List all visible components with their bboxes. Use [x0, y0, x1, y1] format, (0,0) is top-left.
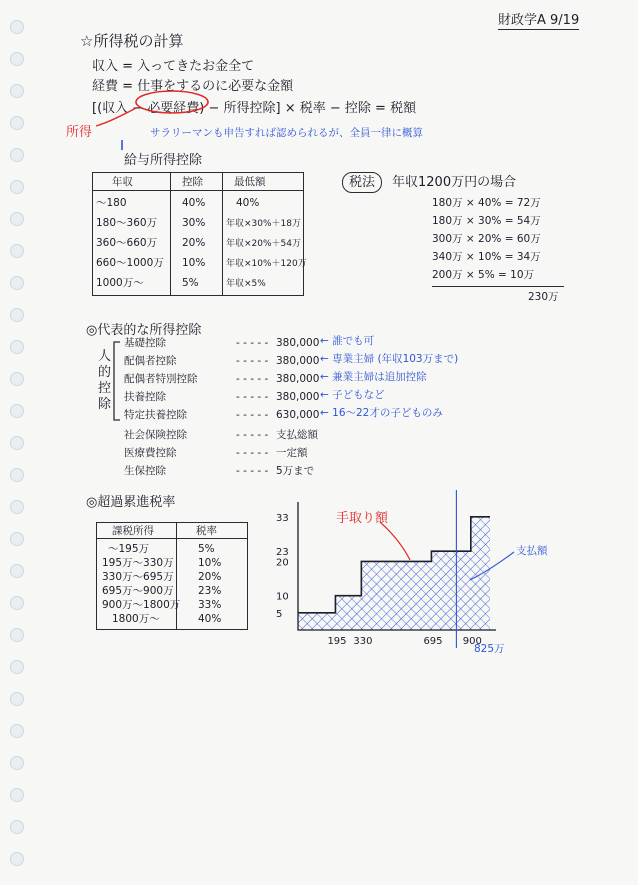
deduction-note: ← 誰でも可 [320, 335, 375, 347]
x-tick-label: 695 [423, 636, 443, 647]
deduction-name: 生保控除 [124, 465, 166, 477]
table-cell: 年収×5% [226, 279, 266, 289]
table-cell: 〜180 [96, 197, 127, 209]
table-cell: 40% [236, 197, 260, 209]
table-cell: 20% [182, 237, 206, 249]
example-title: 年収1200万円の場合 [392, 175, 517, 190]
rate-cell: 23% [198, 585, 222, 597]
rate-cell: 〜195万 [108, 543, 150, 555]
leader-dots: - - - - - [236, 355, 269, 367]
leader-dots: - - - - - [236, 447, 269, 459]
example-line: 300万 × 20% = 60万 [432, 233, 541, 245]
chart-annotation-takehome: 手取り額 [336, 511, 389, 526]
deduction-amount: 5万まで [276, 465, 315, 477]
table-cell: 40% [182, 197, 206, 209]
rate-cell: 5% [198, 543, 215, 555]
table-cell: 5% [182, 277, 199, 289]
x-tick-label: 330 [353, 636, 373, 647]
table-cell: 年収×20%＋54万 [226, 239, 301, 249]
table-cell: 30% [182, 217, 206, 229]
rate-cell: 330万〜695万 [102, 571, 174, 583]
y-tick-label: 5 [276, 608, 283, 620]
y-tick-label: 20 [276, 557, 289, 569]
takehome-arrow [380, 522, 410, 560]
rate-cell: 1800万〜 [112, 613, 160, 625]
table1-header-saiteigaku: 最低額 [234, 176, 266, 188]
section-title-income-tax: ☆所得税の計算 [80, 32, 184, 50]
deduction-amount: 380,000 [276, 373, 320, 385]
section-title-deductions: ◎代表的な所得控除 [86, 323, 202, 338]
deduction-note: ← 16〜22才の子どものみ [320, 407, 443, 419]
deduction-name: 基礎控除 [124, 337, 166, 349]
table1-header-nenshu: 年収 [112, 176, 133, 188]
rate-cell: 40% [198, 613, 222, 625]
income-definition: 収入 = 入ってきたお金全て [92, 59, 255, 74]
deduction-name: 医療費控除 [124, 447, 177, 459]
y-tick-label: 33 [276, 512, 289, 524]
table-cell: 360〜660万 [96, 237, 158, 249]
rate-cell: 695万〜900万 [102, 585, 174, 597]
side-label-char: 除 [98, 397, 112, 412]
deduction-name: 特定扶養控除 [124, 409, 187, 421]
deduction-name: 社会保険控除 [124, 429, 187, 441]
leader-dots: - - - - - [236, 391, 269, 403]
rate-cell: 900万〜1800万 [102, 599, 181, 611]
deduction-amount: 380,000 [276, 355, 320, 367]
table-cell: 1000万〜 [96, 277, 144, 289]
x-tick-label: 900 [462, 636, 482, 647]
chart-annotation-payment: 支払額 [516, 545, 548, 557]
deduction-name: 配偶者控除 [124, 355, 177, 367]
deduction-amount: 630,000 [276, 409, 320, 421]
table-cell: 180〜360万 [96, 217, 158, 229]
table-cell: 年収×10%＋120万 [226, 259, 307, 269]
header-tag: 財政学A 9/19 [498, 13, 580, 28]
deduction-amount: 一定額 [276, 447, 308, 459]
tax-formula: [(収入 − 必要経費) − 所得控除] × 税率 − 控除 = 税額 [92, 101, 417, 116]
table-cell: 年収×30%＋18万 [226, 219, 301, 229]
side-label-char: 的 [98, 365, 112, 380]
example-total: 230万 [528, 291, 559, 303]
deduction-amount: 支払総額 [276, 429, 318, 441]
example-tag: 税法 [342, 172, 382, 193]
kyuyo-deduction-title: 給与所得控除 [124, 153, 203, 168]
rate-cell: 33% [198, 599, 222, 611]
example-line: 340万 × 10% = 34万 [432, 251, 541, 263]
deduction-amount: 380,000 [276, 391, 320, 403]
table1-header-koujo: 控除 [182, 176, 203, 188]
leader-dots: - - - - - [236, 337, 269, 349]
deduction-amount: 380,000 [276, 337, 320, 349]
salary-note: サラリーマンも申告すれば認められるが、全員一律に概算 [150, 127, 423, 139]
example-line: 200万 × 5% = 10万 [432, 269, 535, 281]
side-label-char: 控 [98, 381, 112, 396]
rate-header-rate: 税率 [196, 525, 217, 537]
deduction-name: 配偶者特別控除 [124, 373, 198, 385]
rate-cell: 20% [198, 571, 222, 583]
side-label-char: 人 [98, 349, 112, 364]
deduction-name: 扶養控除 [124, 391, 166, 403]
chart-annotation-825: 825万 [474, 643, 505, 655]
example-line: 180万 × 40% = 72万 [432, 197, 541, 209]
leader-dots: - - - - - [236, 465, 269, 477]
expense-definition: 経費 = 仕事をするのに必要な金額 [92, 79, 294, 94]
leader-dots: - - - - - [236, 429, 269, 441]
section-title-progressive-tax: ◎超過累進税率 [86, 495, 176, 510]
deduction-note: ← 兼業主婦は追加控除 [320, 371, 427, 383]
x-tick-label: 195 [327, 636, 347, 647]
table-cell: 660〜1000万 [96, 257, 164, 269]
y-tick-label: 10 [276, 591, 289, 603]
leader-dots: - - - - - [236, 373, 269, 385]
rate-cell: 10% [198, 557, 222, 569]
rate-cell: 195万〜330万 [102, 557, 174, 569]
deduction-note: ← 専業主婦 (年収103万まで) [320, 353, 459, 365]
table-cell: 10% [182, 257, 206, 269]
shotoku-label: 所得 [66, 125, 93, 140]
example-line: 180万 × 30% = 54万 [432, 215, 541, 227]
y-tick-label: 23 [276, 547, 289, 559]
rate-header-income: 課税所得 [112, 525, 154, 537]
deduction-note: ← 子どもなど [320, 389, 385, 401]
leader-dots: - - - - - [236, 409, 269, 421]
